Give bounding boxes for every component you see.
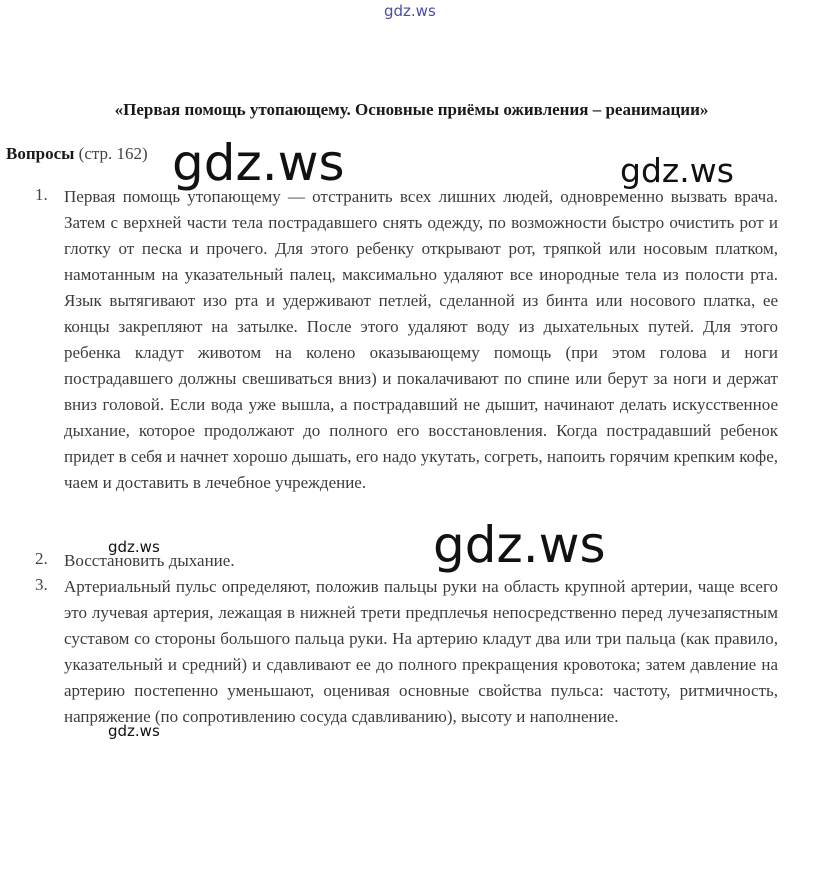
list-item-text: Первая помощь утопающему — отстранить всех лишних людей, одновременно вызвать врача. Затем с верхней части тела пострадавшего снять одежду, по возможности быстро очистить рот и глотку от песка и прочего. Для этого ребенку открывают рот, тряпкой или носовым платком, намотанным на указательный палец, максимально удаляют все инородные тела из полости рта. Язык вытягивают изо рта и удерживают петлей, сделанной из бинта или носового платка, ее концы закрепляют на затылке. После этого удаляют воду из дыхательных путей. Для этого ребенка кладут животом на колено оказывающему помощь (при этом голова и ноги пострадавшего должны свешиваться вниз) и покалачивают по спине или берут за ноги и держат вниз головой. Если вода уже вышла, а пострадавший не дышит, начинают делать искусственное дыхание, которое продолжают до полного его восстановления. Когда пострадавший ребенок придет в себя и начнет хорошо дышать, его надо укутать, согреть, напоить горячим крепким кофе, чаем и доставить в лечебное учреждение.: [64, 187, 778, 492]
questions-heading: [6, 144, 148, 164]
watermark-large: gdz.ws: [172, 134, 345, 192]
watermark-top: gdz.ws: [384, 2, 436, 20]
watermark-small: gdz.ws: [108, 538, 160, 556]
page-reference: (стр. 162): [78, 144, 148, 163]
watermark-large-center: gdz.ws: [433, 516, 606, 574]
watermark-medium: gdz.ws: [620, 151, 734, 190]
document-title: «Первая помощь утопающему. Основные приёмы оживления – реанимации»: [114, 100, 709, 119]
questions-label: Вопросы: [6, 144, 75, 163]
list-item-text: Восстановить дыхание.: [64, 551, 235, 570]
watermark-small-lower: gdz.ws: [108, 722, 160, 740]
list-item-number: 2.: [35, 549, 48, 568]
list-item-number: 3.: [35, 575, 48, 594]
list-item-text: Артериальный пульс определяют, положив пальцы руки на область крупной артерии, чаще всего это лучевая артерия, лежащая в нижней трети предплечья непосредственно перед лучезапястным суставом со стороны большого пальца руки. На артерию кладут два или три пальца (как правило, указательный и средний) и сдавливают ее до полного прекращения кровотока; затем давление на артерию постепенно уменьшают, оценивая основные свойства пульса: частоту, ритмичность, напряжение (по сопротивлению сосуда сдавливанию), высоту и наполнение.: [64, 577, 778, 726]
list-item-number: 1.: [35, 185, 48, 204]
